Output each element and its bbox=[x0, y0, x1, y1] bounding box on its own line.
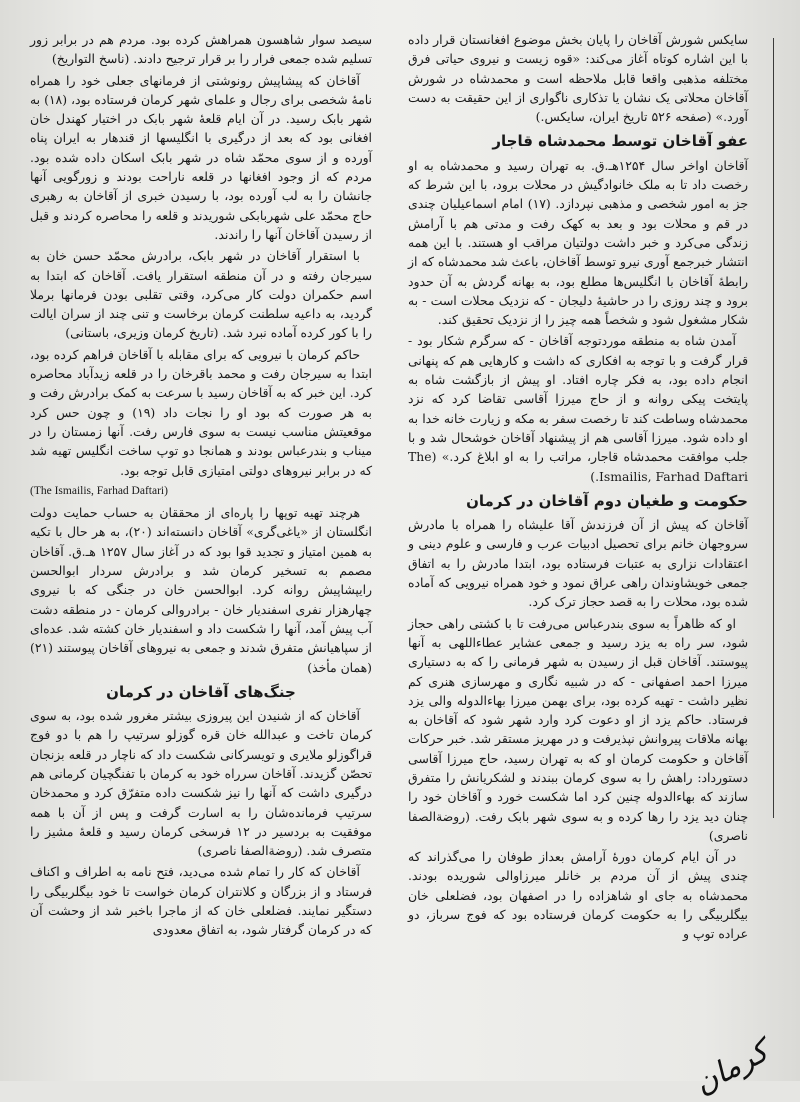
paragraph: آقاخان که پیشاپیش رونوشتی از فرمانهای جعلی خود را همراه نامهٔ شخصی برای رجال و علمای شهر کرمان فرستاده بود، (۱۸) به شهر بابک رسید. در آن ایام قلعهٔ شهر بابک در اختیار کهندل خان افغانی بود که بعد از درگیری با انگلیسها از قندهار به ایران پناه آورده و از سوی محمّد شاه در شهر بابک اسکان داده شده بود. مردم که از وجود افغانها در قلعه ناراحت بودند و زورگویی آنها جانشان را به لب آورده بود، با رسیدن خبری از آقاخان به رهبری حاج محمّد علی شهربابکی شوریدند و قلعه را محاصره کردند و قبل از رسیدن آقاخان آنها را راندند. bbox=[30, 72, 372, 242]
paragraph: هرچند تهیه توپها را پاره‌ای از محققان به حساب حمایت دولت انگلستان از «یاغی‌گری» آقاخان دانسته‌اند (۲۰)، به هر حال با تکیه به همین امتیاز و تجدید قوا بود که در آغاز سال ۱۲۵۷ هـ.ق. آقاخان مصمم به تسخیر کرمان شد و برادرش سردار ابوالحسن رایپشاپیش روانه کرد. ابوالحسن خان در جنگی که با نیروی چهارهزار نفری اسفندیار خان - برادروالی کرمان - در منطقه دشت آب پیش آمد، آنها را شکست داد و اسفندیار خان کشته شد. عده‌ای از سپاهیانش متفرق شدند و جمعی به نیروهای آقاخان پیوستند (۲۱) (همان مأخذ) bbox=[30, 505, 373, 675]
paragraph: آمدن شاه به منطقه موردتوجه آقاخان - که سرگرم شکار بود - قرار گرفت و با توجه به افکاری که داشت و کارهایی هم که پنهانی انجام داده بود، به فکر چاره افتاد. او پیش از بازگشت شاه به پایتخت پیکی روانه و از حاج میرزا آقاسی تقاضا کرد که نزد محمدشاه وساطت کند تا رخصت سفر به مکه و زیارت خانه خدا به او داده شود. میرزا آقاسی هم از پیشنهاد آقاخان خوشحال شد و با جلب موافقت محمدشاه قاجار، مراتب را به او ابلاغ کرد.» (The Ismailis, Farhad Daftari.) bbox=[408, 333, 748, 484]
section-heading-pardon: عفو آقاخان توسط محمدشاه قاجار bbox=[492, 132, 748, 151]
corner-section-tag: کرمان bbox=[688, 1034, 774, 1102]
paragraph: در آن ایام کرمان دورهٔ آرامش بعداز طوفان را می‌گذراند که چندی پیش از آن مردم بر خانلر میرزاوالی شوریده بودند. محمدشاه به جای او شاهزاده را در اصفهان بود، فضلعلی خان بیگلربیگی را به حکومت کرمان فرستاده بود که فوج سرباز، دو عراده توپ و bbox=[408, 849, 748, 942]
paragraph: آقاخان که کار را تمام شده می‌دید، فتح نامه به اطراف و اکناف فرستاد و از بزرگان و کلانتران کرمان خواست تا خود بیگلربیگی را دستگیر نمایند. فضلعلی خان که از ماجرا باخبر شد از وحشت آن که در کرمان گرفتار شود، به اتفاق معدودی bbox=[30, 864, 372, 938]
paragraph: با استقرار آقاخان در شهر بابک، برادرش محمّد حسن خان به سیرجان رفته و در آن منطقه استقرار یافت. آقاخان که ابتدا به اسم حکمران دولت کار می‌کرد، وقتی تقلبی بودن فرمانها برملا گردید، به داعیه سلطنت کرمان برخاست و تنی چند از سران ایالت را با کور کرده آماده نبرد شد. (تاریخ کرمان وزیری، باستانی) bbox=[30, 248, 372, 341]
paragraph: سیصد سوار شاهسون همراهش کرده بود. مردم هم در برابر زور تسلیم شده جمعی فرار را بر قرار ترجیح دادند. (ناسخ التواریخ) bbox=[30, 32, 372, 67]
paragraph: حاکم کرمان با نیرویی که برای مقابله با آقاخان فراهم کرده بود، ابتدا به سیرجان رفت و محمد باقرخان را در قلعه زیدآباد محاصره کرد. این خبر که به آقاخان رسید با سرعت به کمک برادرش رفت و به هر صورت که بود او را نجات داد (۱۹) و چون حس کرد موقعیتش مناسب نیست به سوی فارس رفت. آنها زمستان را در میناب و بندرعباس بودند و همانجا دو توپ ساخت انگلیس تهیه شد که در برابر نیروهای دولتی امتیازی قابل توجه بود. bbox=[30, 346, 372, 478]
left-column bbox=[30, 30, 372, 942]
paragraph: آقاخان که پیش از آن فرزندش آقا علیشاه را همراه با مادرش سروجهان خانم برای تحصیل ادبیات عرب و فارسی و علوم دینی و اعتقادات نزاری به عتبات فرستاده بود، ابتدا مادرش را به اتفاق جمعی خویشاوندان راهی عراق نمود و خود همراه نیرویی که آماده شده بود، محلات را به قصد حجاز ترک کرد. bbox=[408, 517, 748, 610]
right-column bbox=[408, 30, 748, 946]
paragraph: او که ظاهراً به سوی بندرعباس می‌رفت تا با کشتی راهی حجاز شود، سر راه به یزد رسید و جمعی عشایر عطاءاللهی به آنها پیوستند. آقاخان قبل از رسیدن به شهر فرمانی را که به دستیاری میرزا احمد اصفهانی - که در شبیه نگاری و مهرسازی هنری کم نظیر داشت - تهیه کرده بود، برای بهمن میرزا بهاءالدوله والی یزد فرستاد. حاکم یزد از او دعوت کرد وارد شهر شود که آقاخان به بهانه ملاقات پیروانش نپذیرفت و در مهریز مستقر شد. خبر حرکات آقاخان و حکومت کرمان او که به تهران رسید، حاج میرزا آقاسی دستورداد: راهش را به سوی کرمان ببندند و لشکریانش را متفرق سازند که بهاءالدوله چنین کرد اما شکست خورد و آقاخان خود را چنان دید یزد را رها کرده و به سوی شهر بابک رفت. (روضة‌الصفا ناصری) bbox=[408, 615, 748, 843]
section-heading-kerman-rule: حکومت و طغیان دوم آقاخان در کرمان bbox=[466, 491, 748, 510]
section-heading-wars: جنگ‌های آقاخان در کرمان bbox=[106, 682, 296, 701]
paragraph: آقاخان که از شنیدن این پیروزی بیشتر مغرور شده بود، به سوی کرمان تاخت و عبدالله خان قره گوزلو سرتیپ را هم با دو فوج قراگوزلو ملایری و تویسرکانی شکست داد که ناچار در قلعه بزنجان تحصّن گزیدند. آقاخان سرراه خود به کرمان با تفنگچیان کرمانی هم درگیری داشت که آنها را نیز شکست داده متفرّق کرد و محمدخان سرتیپ فرمانده‌شان را به اسارت گرفت و پس از آن با همه موفقیت به بردسیر در ۱۲ فرسخی کرمان رسید و قلعهٔ مشیز را متصرف شد. (روضة‌الصفا ناصری) bbox=[30, 708, 372, 859]
intro-paragraph: سایکس شورش آقاخان را پایان بخش موضوع افغانستان قرار داده با این اشاره کوتاه آغاز می‌کند: «قوه زیست و نیروی حیاتی فرق مختلفه مذهبی واقعا قابل ملاحظه است و محمدشاه در شورش آقاخان محلاتی یک نشان یا تذکاری ناگواری از این حقیقت به دست آورد.» (صفحه ۵۲۶ تاریخ ایران، سایکس.) bbox=[408, 32, 748, 125]
reference-citation: (The Ismailis, Farhad Daftari) bbox=[30, 484, 168, 497]
paragraph: آقاخان اواخر سال ۱۲۵۴هـ.ق. به تهران رسید و محمدشاه به او رخصت داد تا به ملک خانوادگیش در محلات برود، با این شرط که جز به امور شخصی و مذهبی نپردازد. (۱۷) امام اسماعیلیان چندی در قم و محلات بود و بعد به کهک رفت و مدتی هم با آرامش زندگی می‌کرد و خبر داشت دولتیان مراقب او هستند. با این همه انتشار خبرجمع آوری نیرو توسط آقاخان، باعث شد محمدشاه که از رابطهٔ آقاخان با انگلیس‌ها مطلع بود، به بهانه گردش به آن حدود برود و چند روزی را در حاشیهٔ دلیجان - که نزدیک محلات است - به شکار مشغول شود و شخصاً همه چیز را از نزدیک تحقیق کند. bbox=[408, 157, 748, 328]
column-rule bbox=[773, 38, 774, 818]
